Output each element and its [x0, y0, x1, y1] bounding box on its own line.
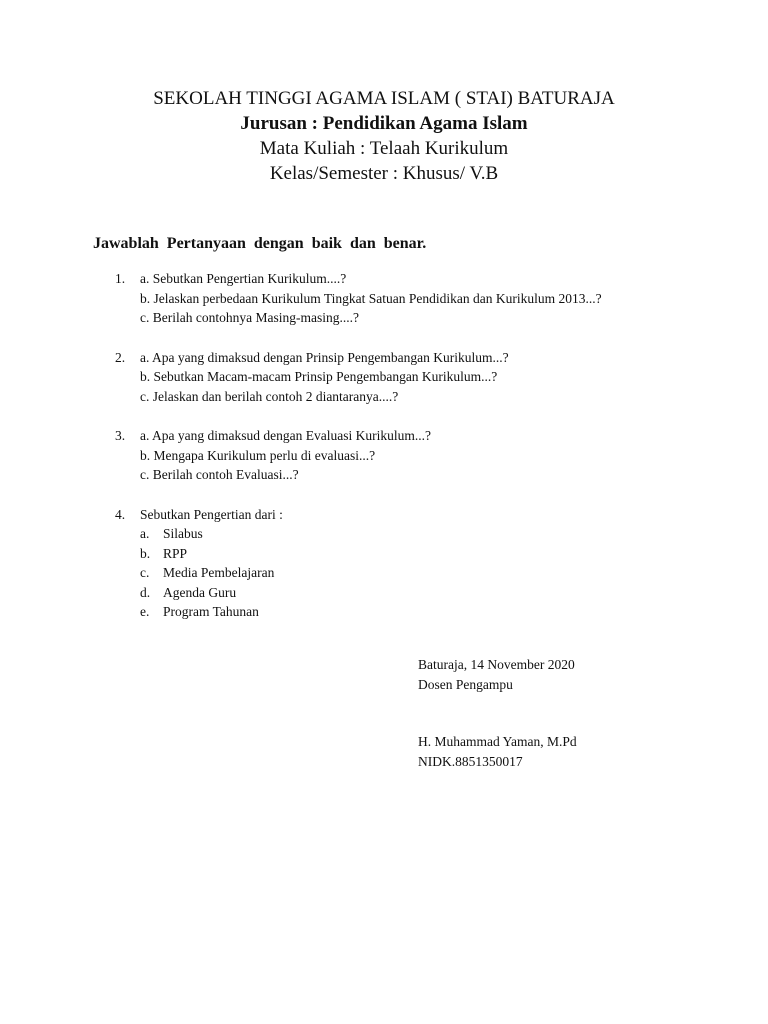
question-number: 2.	[115, 349, 126, 365]
question-4	[0, 505, 768, 622]
question-body	[140, 269, 768, 328]
list-text: Silabus	[163, 526, 203, 541]
question-line: c. Berilah contoh Evaluasi...?	[140, 467, 299, 482]
class-semester: Kelas/Semester : Khusus/ V.B	[269, 163, 499, 184]
list-letter: d.	[140, 584, 151, 600]
question-2	[0, 348, 768, 407]
instruction-text: Jawablah Pertanyaan dengan baik dan benar.	[93, 235, 427, 252]
list-item	[140, 602, 768, 622]
question-line: a. Sebutkan Pengertian Kurikulum....?	[140, 271, 347, 286]
signer-name: H. Muhammad Yaman, M.Pd	[418, 734, 577, 749]
list-item	[140, 524, 768, 544]
list-text: Program Tahunan	[163, 604, 259, 619]
signature-block	[418, 655, 577, 771]
list-item	[140, 583, 768, 603]
document-header	[0, 86, 768, 186]
course-title: Mata Kuliah : Telaah Kurikulum	[259, 138, 509, 159]
question-line: c. Berilah contohnya Masing-masing....?	[140, 310, 359, 325]
list-item	[140, 563, 768, 583]
question-body	[140, 505, 768, 622]
question-line: b. Mengapa Kurikulum perlu di evaluasi...?	[140, 447, 376, 463]
signature-space	[418, 694, 577, 732]
question-line: b. Sebutkan Macam-macam Prinsip Pengembangan Kurikulum...?	[140, 369, 498, 384]
question-1	[0, 269, 768, 328]
question-number: 4.	[115, 506, 126, 522]
question-line: c. Jelaskan dan berilah contoh 2 diantaranya....?	[140, 388, 399, 404]
list-letter: a.	[140, 526, 150, 541]
institution-title: SEKOLAH TINGGI AGAMA ISLAM ( STAI) BATURAJA	[153, 88, 615, 109]
question-list	[0, 269, 768, 642]
list-letter: e.	[140, 604, 150, 619]
question-3	[0, 426, 768, 485]
signer-role: Dosen Pengampu	[418, 676, 513, 692]
list-letter: b.	[140, 545, 151, 561]
term-list	[140, 524, 768, 622]
question-line: a. Apa yang dimaksud dengan Evaluasi Kurikulum...?	[140, 428, 431, 443]
question-body	[140, 426, 768, 485]
question-number: 1.	[115, 271, 126, 286]
question-body	[140, 348, 768, 407]
department-title: Jurusan : Pendidikan Agama Islam	[240, 113, 528, 134]
list-item	[140, 544, 768, 564]
list-letter: c.	[140, 565, 150, 580]
question-line: b. Jelaskan perbedaan Kurikulum Tingkat Satuan Pendidikan dan Kurikulum 2013...?	[140, 290, 602, 306]
place-date: Baturaja, 14 November 2020	[418, 657, 575, 672]
list-text: Agenda Guru	[163, 584, 237, 600]
question-number: 3.	[115, 428, 126, 443]
list-text: RPP	[163, 545, 188, 561]
question-line: a. Apa yang dimaksud dengan Prinsip Pengembangan Kurikulum...?	[140, 349, 509, 365]
list-text: Media Pembelajaran	[163, 565, 275, 580]
question-intro: Sebutkan Pengertian dari :	[140, 506, 283, 522]
signer-id: NIDK.8851350017	[418, 753, 523, 769]
